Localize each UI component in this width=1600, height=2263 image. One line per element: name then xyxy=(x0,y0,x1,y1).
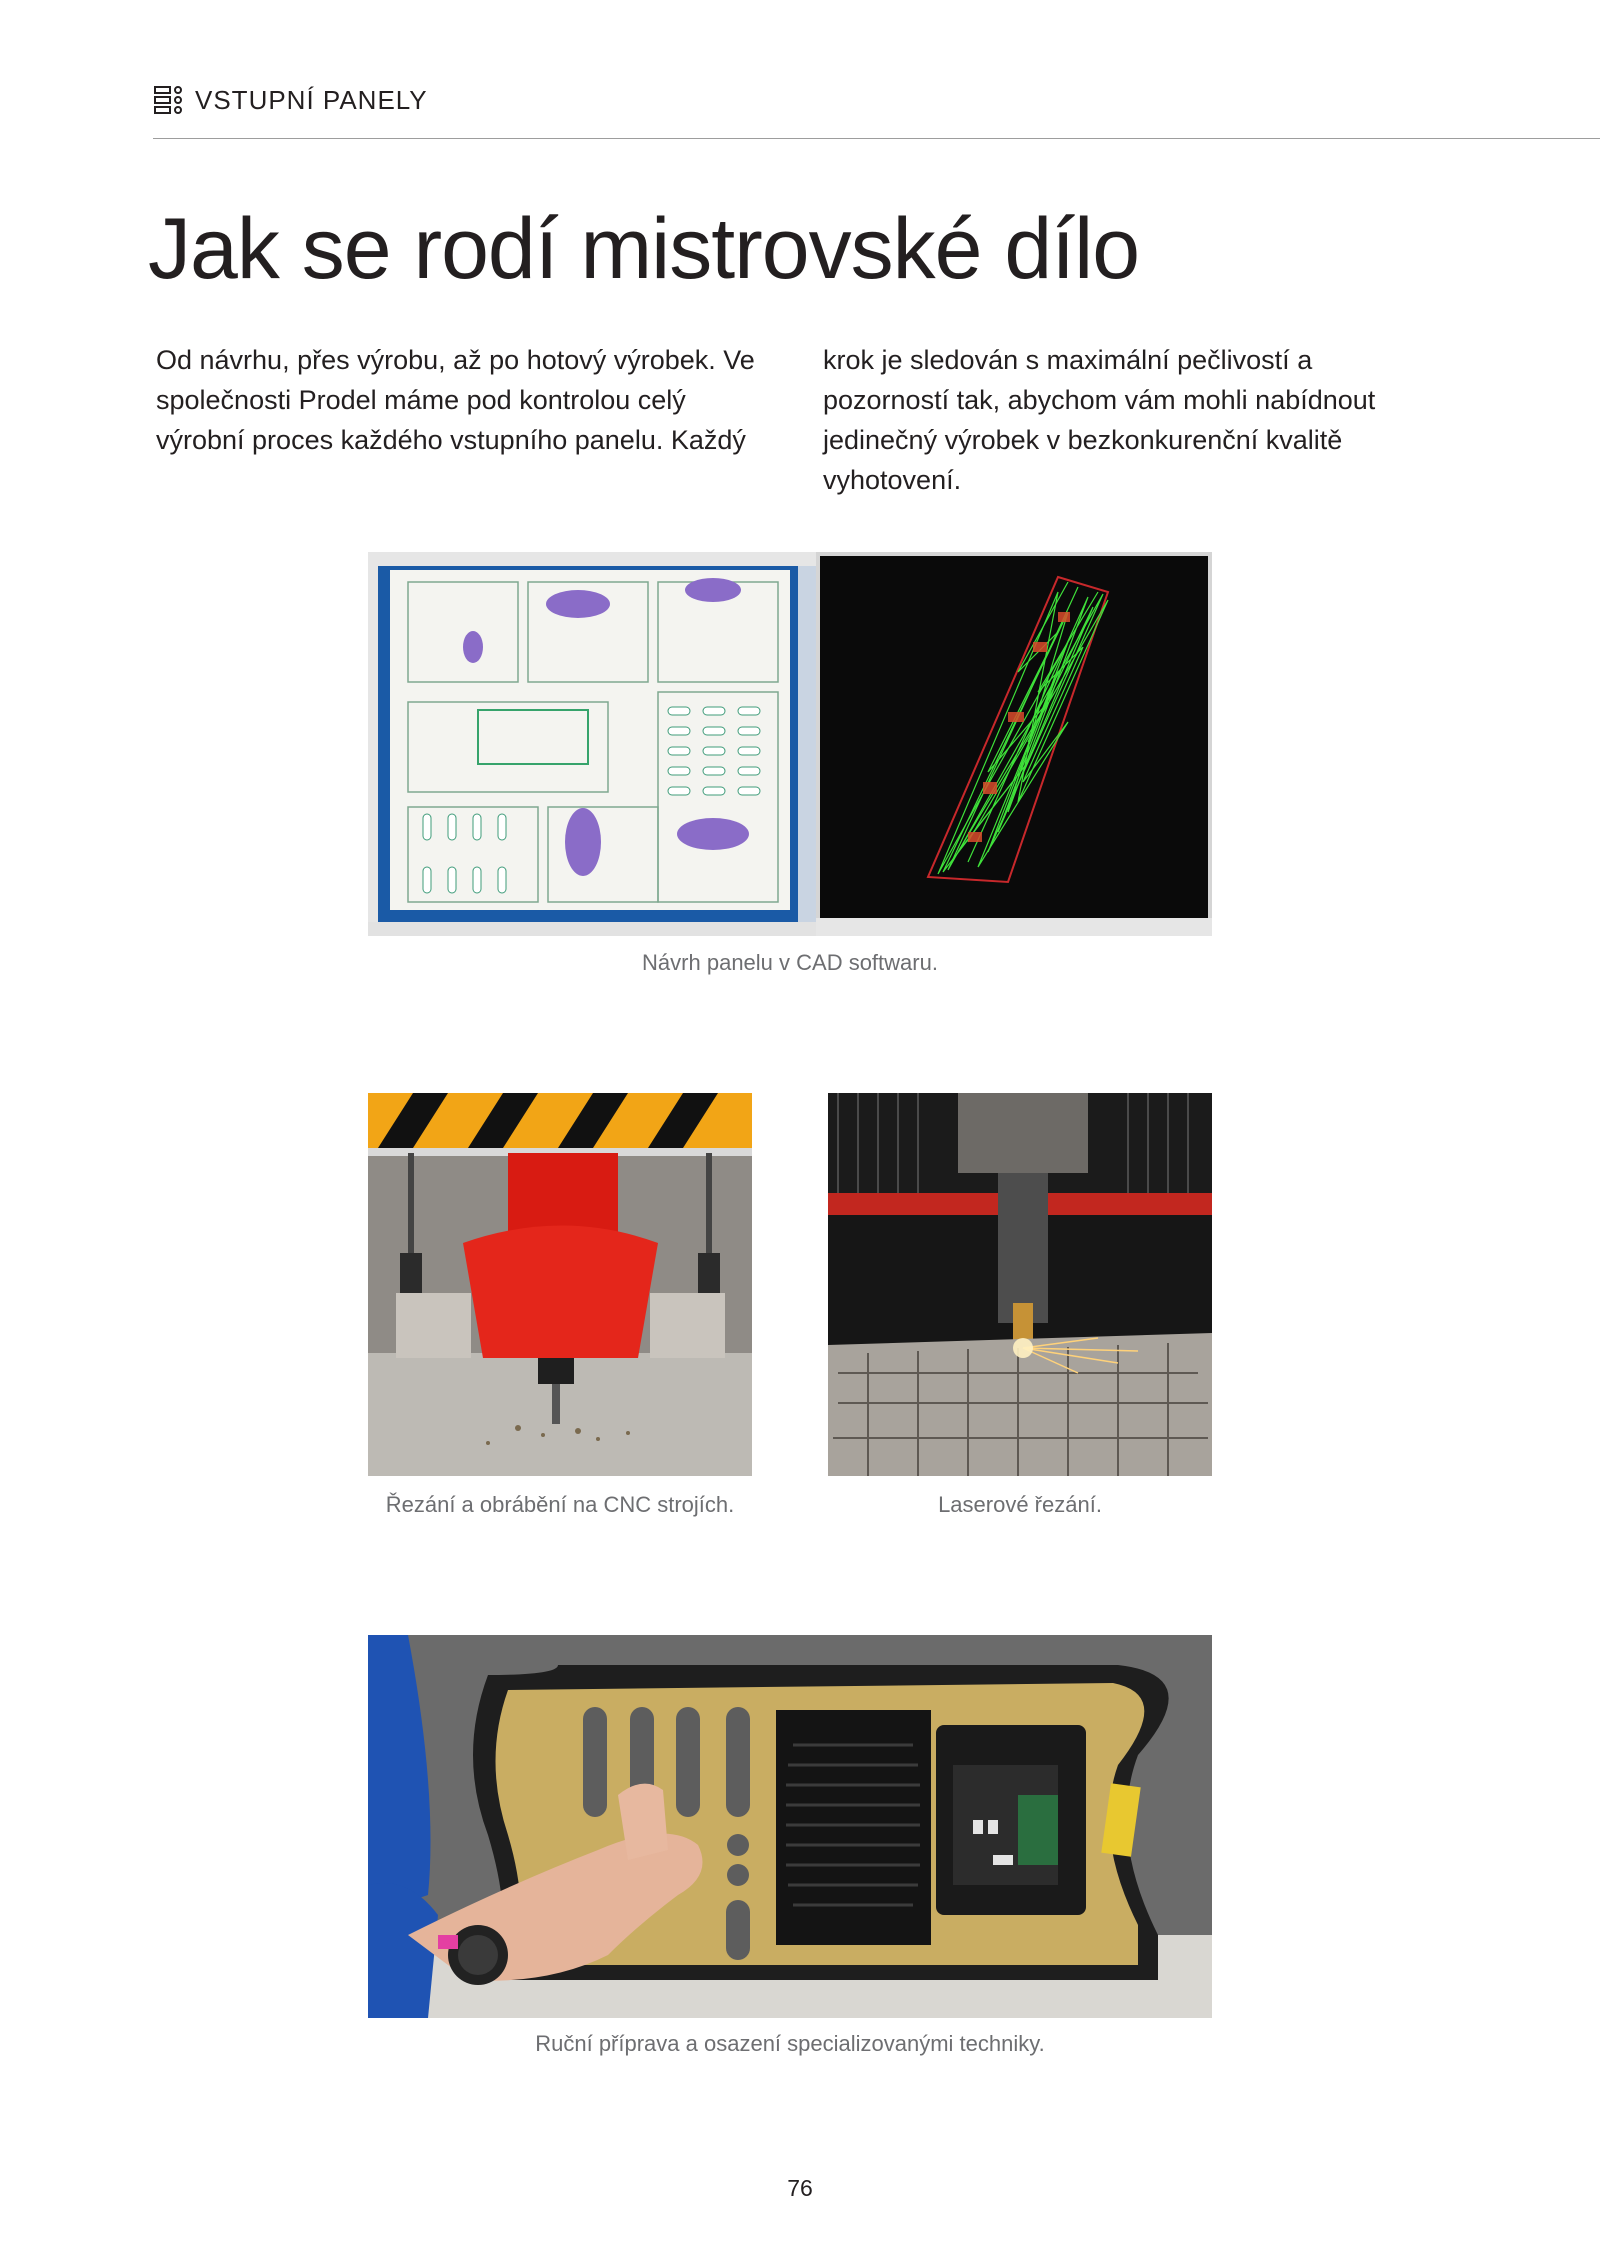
section-label: VSTUPNÍ PANELY xyxy=(195,84,428,115)
manual-assembly-image xyxy=(368,1635,1212,2018)
page-number: 76 xyxy=(787,2175,813,2201)
figure-caption-cad: Návrh panelu v CAD softwaru. xyxy=(642,950,938,975)
header-divider xyxy=(153,138,1600,139)
cad-design-image xyxy=(368,552,1212,936)
intro-text-right: krok je sledován s maximální pečlivostí a pozorností tak, abychom vám mohli nabídnout jedinečný výrobek v bezkonkurenční kvalitě vyhotovení. xyxy=(823,345,1376,495)
laser-cutting-image xyxy=(828,1093,1212,1476)
figure-caption-cnc: Řezání a obrábění na CNC strojích. xyxy=(385,1492,735,1517)
figure-caption-laser: Laserové řezání. xyxy=(938,1492,1102,1517)
figure-caption-assembly: Ruční příprava a osazení specializovanými techniky. xyxy=(535,2031,1045,2056)
intro-text-left: Od návrhu, přes výrobu, až po hotový výrobek. Ve společnosti Prodel máme pod kontrolou celý výrobní proces každého vstupního panelu. Každý xyxy=(156,345,755,455)
panel-grid-icon xyxy=(153,84,185,116)
cnc-machining-image xyxy=(368,1093,752,1476)
section-header xyxy=(153,84,428,116)
page-title: Jak se rodí mistrovské dílo xyxy=(148,201,1140,297)
